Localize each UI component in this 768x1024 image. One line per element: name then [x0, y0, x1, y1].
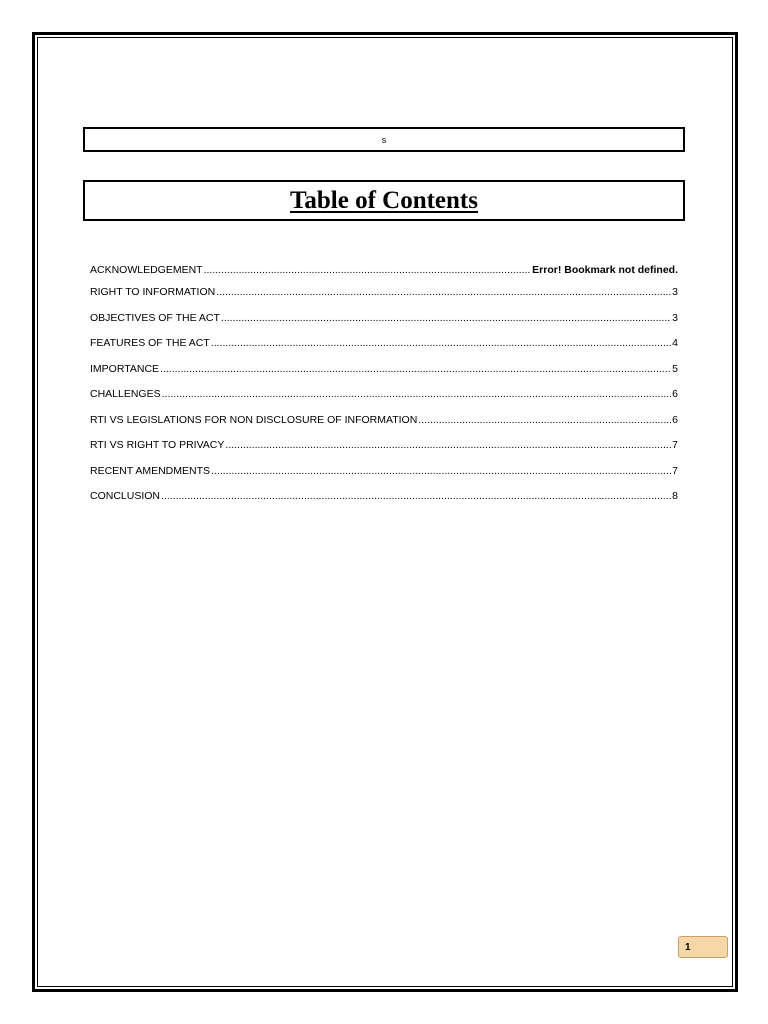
- toc-dot-leader: [225, 439, 671, 451]
- table-of-contents: [90, 264, 678, 516]
- toc-entry-page[interactable]: 7: [672, 464, 678, 477]
- toc-dot-leader: [162, 388, 672, 400]
- toc-entry[interactable]: [90, 439, 678, 465]
- toc-entry-page[interactable]: 6: [672, 413, 678, 426]
- toc-dot-leader: [161, 490, 671, 502]
- page-title: Table of Contents: [290, 186, 478, 214]
- toc-dot-leader: [211, 465, 671, 477]
- toc-entry-page[interactable]: 3: [672, 311, 678, 324]
- toc-entry-page[interactable]: 4: [672, 337, 678, 349]
- toc-entry[interactable]: [90, 363, 678, 389]
- header-box: [83, 127, 685, 152]
- toc-dot-leader: [211, 337, 671, 349]
- toc-entry-page[interactable]: Error! Bookmark not defined.: [532, 264, 678, 276]
- toc-entry[interactable]: [90, 312, 678, 338]
- toc-entry-title[interactable]: RTI VS LEGISLATIONS FOR NON DISCLOSURE OF INFORMATION: [90, 413, 418, 426]
- toc-entry-title[interactable]: CHALLENGES: [90, 388, 161, 400]
- toc-entry-page[interactable]: 3: [672, 286, 678, 298]
- header-text: s: [381, 134, 387, 145]
- toc-entry[interactable]: [90, 388, 678, 414]
- toc-entry-title[interactable]: FEATURES OF THE ACT: [90, 337, 210, 349]
- toc-entry[interactable]: [90, 264, 678, 286]
- page-number: 1: [685, 941, 691, 953]
- toc-entry[interactable]: [90, 465, 678, 491]
- toc-entry-title[interactable]: OBJECTIVES OF THE ACT: [90, 311, 220, 324]
- toc-dot-leader: [204, 264, 532, 276]
- toc-dot-leader: [160, 363, 671, 375]
- title-box: [83, 180, 685, 221]
- toc-entry-title[interactable]: IMPORTANCE: [90, 362, 160, 375]
- toc-entry-title[interactable]: RIGHT TO INFORMATION: [90, 286, 216, 298]
- toc-entry-title[interactable]: RECENT AMENDMENTS: [90, 464, 210, 477]
- toc-dot-leader: [418, 414, 671, 426]
- toc-entry[interactable]: [90, 490, 678, 516]
- toc-entry[interactable]: [90, 337, 678, 363]
- toc-entry-title[interactable]: RTI VS RIGHT TO PRIVACY: [90, 439, 225, 451]
- toc-entry-page[interactable]: 5: [672, 362, 678, 375]
- toc-entry-title[interactable]: CONCLUSION: [90, 490, 161, 502]
- toc-entry-title[interactable]: ACKNOWLEDGEMENT: [90, 264, 203, 276]
- toc-dot-leader: [221, 312, 671, 324]
- toc-entry[interactable]: [90, 286, 678, 312]
- toc-dot-leader: [216, 286, 671, 298]
- page-number-badge: [678, 936, 728, 958]
- toc-entry-page[interactable]: 6: [672, 388, 678, 400]
- toc-entry-page[interactable]: 8: [672, 490, 678, 502]
- toc-entry-page[interactable]: 7: [672, 439, 678, 451]
- toc-entry[interactable]: [90, 414, 678, 440]
